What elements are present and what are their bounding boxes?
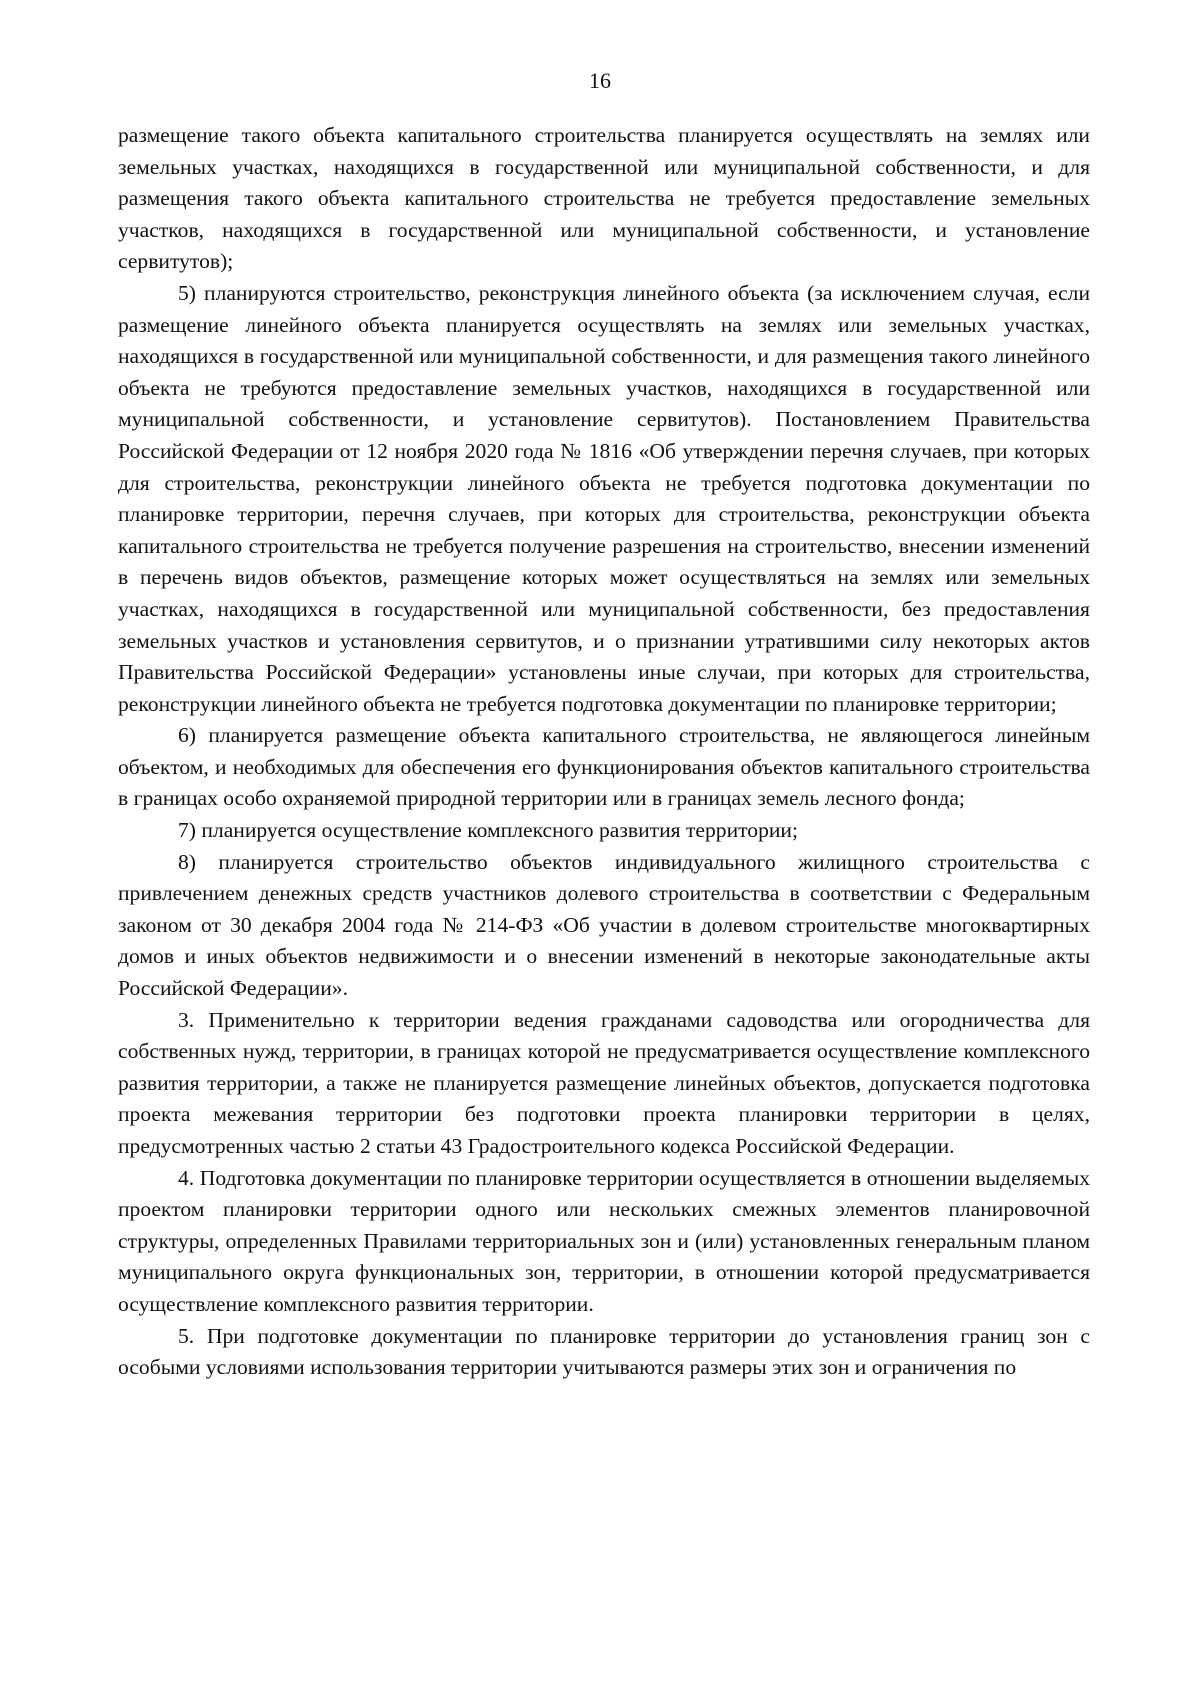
paragraph-item-6: 6) планируется размещение объекта капитального строительства, не являющегося линейным объектом, и необходимых для обеспечения его функционирования объектов капитального строительства в границах особо охраняемой природной территории или в границах земель лесного фонда; — [118, 723, 1090, 811]
page-number: 16 — [589, 68, 611, 93]
paragraph-item-5: 5) планируются строительство, реконструкция линейного объекта (за исключением случая, если размещение линейного объекта планируется осуществлять на землях или земельных участках, находящихся в государственной или муниципальной собственности, и для размещения такого линейного объекта не требуются предоставление земельных участков, находящихся в государственной или муниципальной собственности, и установление сервитутов). Постановлением Правительства Российской Федерации от 12 ноября 2020 года № 1816 «Об утверждении перечня случаев, при которых для строительства, реконструкции линейного объекта не требуется подготовка документации по планировке территории, перечня случаев, при которых для строительства, реконструкции объекта капитального строительства не требуется получение разрешения на строительство, внесении изменений в перечень видов объектов, размещение которых может осуществляться на землях или земельных участках, находящихся в государственной или муниципальной собственности, без предоставления земельных участков и установления сервитутов, и о признании утратившими силу некоторых актов Правительства Российской Федерации» установлены иные случаи, при которых для строительства, реконструкции линейного объекта не требуется подготовка документации по планировке территории; — [118, 280, 1090, 716]
paragraph-section-5: 5. При подготовке документации по планировке территории до установления границ зон с особыми условиями использования территории учитываются размеры этих зон и ограничения по — [118, 1323, 1090, 1380]
paragraph-item-8: 8) планируется строительство объектов индивидуального жилищного строительства с привлечением денежных средств участников долевого строительства в соответствии с Федеральным законом от 30 декабря 2004 года № 214-ФЗ «Об участии в долевом строительстве многоквартирных домов и иных объектов недвижимости и о внесении изменений в некоторые законодательные акты Российской Федерации». — [118, 849, 1090, 1001]
paragraph-continuation: размещение такого объекта капитального строительства планируется осуществлять на землях или земельных участках, находящихся в государственной или муниципальной собственности, и для размещения такого объекта капитального строительства не требуется предоставление земельных участков, находящихся в государственной или муниципальной собственности, и установление сервитутов); — [118, 123, 1090, 274]
paragraph-section-3: 3. Применительно к территории ведения гражданами садоводства или огородничества для собственных нужд, территории, в границах которой не предусматривается осуществление комплексного развития территории, а также не планируется размещение линейных объектов, допускается подготовка проекта межевания территории без подготовки проекта планировки территории в целях, предусмотренных частью 2 статьи 43 Градостроительного кодекса Российской Федерации. — [118, 1007, 1090, 1158]
paragraph-section-4: 4. Подготовка документации по планировке территории осуществляется в отношении выделяемых проектом планировки территории одного или нескольких смежных элементов планировочной структуры, определенных Правилами территориальных зон и (или) установленных генеральным планом муниципального округа функциональных зон, территории, в отношении которой предусматривается осуществление комплексного развития территории. — [118, 1165, 1090, 1316]
paragraph-item-7: 7) планируется осуществление комплексного развития территории; — [178, 818, 798, 843]
document-body — [118, 120, 1090, 1384]
